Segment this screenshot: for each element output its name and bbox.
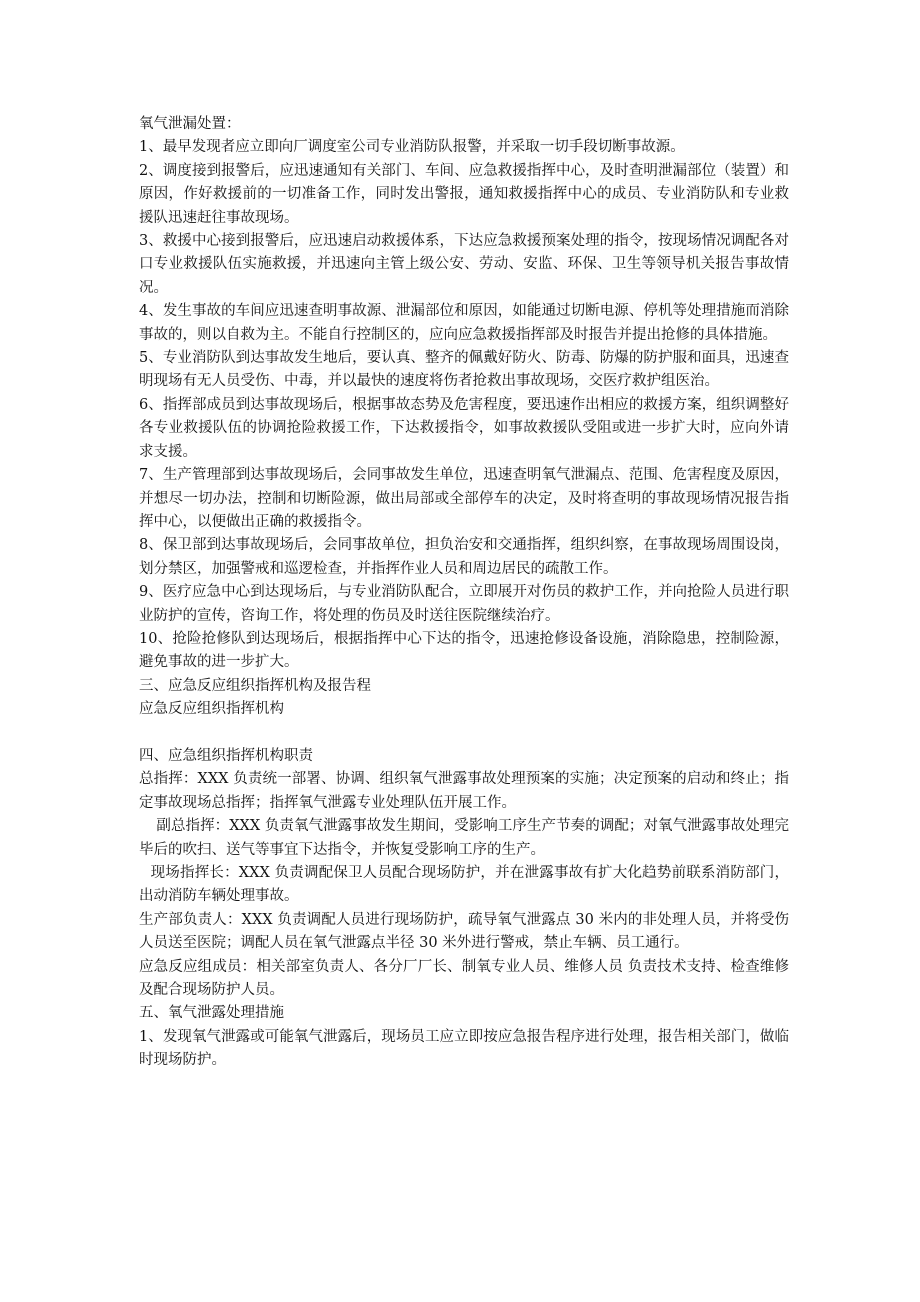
paragraph-1: 1、最早发现者应立即向厂调度室公司专业消防队报警，并采取一切手段切断事故源。: [139, 139, 685, 156]
blank-line: [139, 722, 789, 745]
role-deputy-commander: 副总指挥：XXX 负责氧气泄露事故发生期间，受影响工序生产节奏的调配；对氧气泄露事故处理完毕后的吹扫、送气等事宜下达指令，并恢复受影响工序的生产。: [139, 818, 789, 858]
document-body: [139, 113, 789, 1073]
role-commander: 总指挥：XXX 负责统一部署、协调、组织氧气泄露事故处理预案的实施；决定预案的启动和终止；指定事故现场总指挥；指挥氧气泄露专业处理队伍开展工作。: [139, 771, 789, 811]
paragraph-4: 4、发生事故的车间应迅速查明事故源、泄漏部位和原因，如能通过切断电源、停机等处理措施而消除事故的，则以自救为主。不能自行控制区的，应向应急救援指挥部及时报告并提出抢修的具体措施。: [139, 303, 789, 343]
section-5-heading: 五、氧气泄露处理措施: [139, 1005, 284, 1022]
paragraph-2: 2、调度接到报警后，应迅速通知有关部门、车间、应急救援指挥中心，及时查明泄漏部位（装置）和原因，作好救援前的一切准备工作，同时发出警报，通知救援指挥中心的成员、专业消防队和专业救援队迅速赶往事故现场。: [139, 162, 789, 226]
section-3-subheading: 应急反应组织指挥机构: [139, 701, 284, 718]
paragraph-5: 5、专业消防队到达事故发生地后，要认真、整齐的佩戴好防火、防毒、防爆的防护服和面具，迅速查明现场有无人员受伤、中毒，并以最快的速度将伤者抢救出事故现场，交医疗救护组医治。: [139, 350, 789, 390]
paragraph-8: 8、保卫部到达事故现场后，会同事故单位，担负治安和交通指挥，组织纠察，在事故现场周围设岗，划分禁区，加强警戒和巡逻检查，并指挥作业人员和周边居民的疏散工作。: [139, 537, 789, 577]
paragraph-6: 6、指挥部成员到达事故现场后，根据事故态势及危害程度，要迅速作出相应的救援方案，组织调整好各专业救援队伍的协调抢险救援工作，下达救援指令，如事故救援队受阻或进一步扩大时，应向外请求支援。: [139, 396, 789, 460]
section-5-item-1: 1、发现氧气泄露或可能氧气泄露后，现场员工应立即按应急报告程序进行处理，报告相关部门，做临时现场防护。: [139, 1028, 789, 1069]
role-production-head: 生产部负责人：XXX 负责调配人员进行现场防护，疏导氧气泄露点 30 米内的非处理人员，并将受伤人员送至医院；调配人员在氧气泄露点半径 30 米外进行警戒，禁止车辆、员工通行。: [139, 911, 789, 952]
paragraph-7: 7、生产管理部到达事故现场后，会同事故发生单位，迅速查明氧气泄漏点、范围、危害程度及原因，并想尽一切办法，控制和切断险源，做出局部或全部停车的决定，及时将查明的事故现场情况报告指挥中心，以便做出正确的救援指令。: [139, 467, 789, 530]
role-response-team: 应急反应组成员：相关部室负责人、各分厂厂长、制氧专业人员、维修人员 负责技术支持、检查维修及配合现场防护人员。: [139, 958, 789, 999]
section-3-heading: 三、应急反应组织指挥机构及报告程: [139, 677, 371, 694]
role-site-commander: 现场指挥长：XXX 负责调配保卫人员配合现场防护，并在泄露事故有扩大化趋势前联系消防部门，出动消防车辆处理事故。: [139, 864, 789, 905]
paragraph-10: 10、抢险抢修队到达现场后，根据指挥中心下达的指令，迅速抢修设备设施，消除隐患，控制险源，避免事故的进一步扩大。: [139, 630, 789, 671]
document-title: 氧气泄漏处置：: [139, 116, 241, 132]
paragraph-9: 9、医疗应急中心到达现场后，与专业消防队配合，立即展开对伤员的救护工作，并向抢险人员进行职业防护的宣传，咨询工作，将处理的伤员及时送往医院继续治疗。: [139, 584, 789, 624]
section-4-heading: 四、应急组织指挥机构职责: [139, 747, 313, 764]
paragraph-3: 3、救援中心接到报警后，应迅速启动救援体系，下达应急救援预案处理的指令，按现场情况调配各对口专业救援队伍实施救援，并迅速向主管上级公安、劳动、安监、环保、卫生等领导机关报告事故情况。: [139, 233, 789, 296]
